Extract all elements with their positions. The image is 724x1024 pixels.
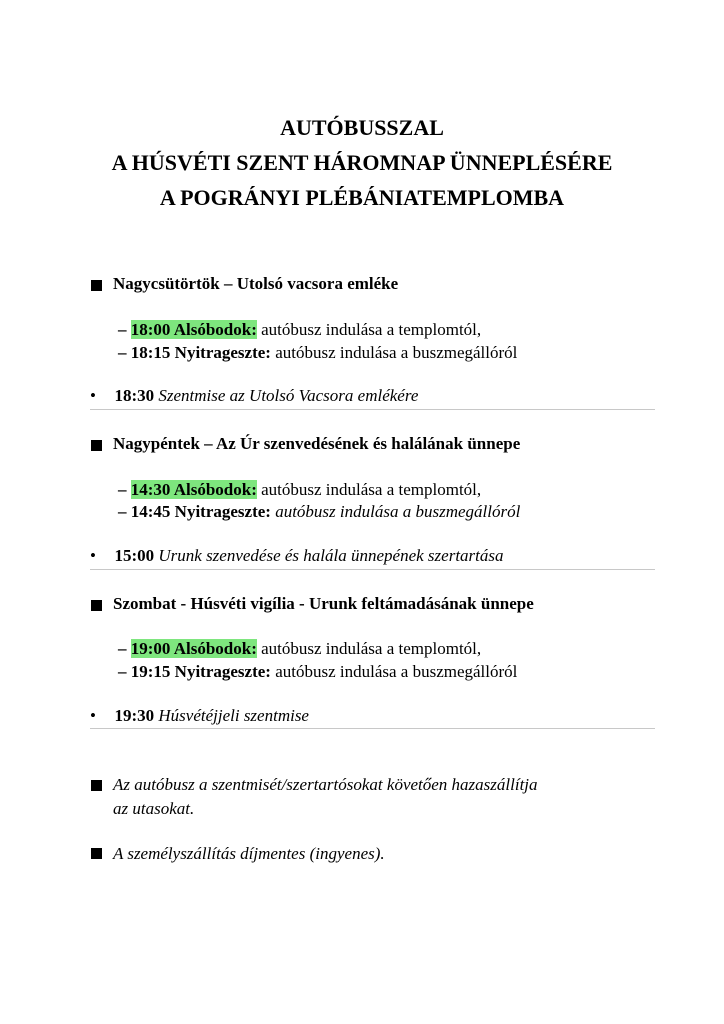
event-time: 15:00 bbox=[114, 546, 155, 565]
departure-text: autóbusz indulása a buszmegállóról bbox=[270, 662, 518, 681]
bullet-icon: • bbox=[90, 546, 96, 565]
bullet-icon: • bbox=[90, 706, 96, 725]
square-bullet-icon bbox=[91, 780, 102, 791]
square-bullet-icon bbox=[91, 440, 102, 451]
title-line-2: A HÚSVÉTI SZENT HÁROMNAP ÜNNEPLÉSÉRE bbox=[111, 150, 613, 175]
departure-time-place: 18:15 Nyitrageszte: bbox=[130, 343, 271, 362]
departure-time-place: 18:00 Alsóbodok: bbox=[130, 320, 257, 339]
note-return-trip bbox=[113, 773, 538, 821]
departure-time-place: 14:45 Nyitrageszte: bbox=[130, 502, 271, 521]
title-line-1: AUTÓBUSSZAL bbox=[280, 115, 444, 140]
dash: – bbox=[118, 639, 131, 658]
event-text: Urunk szenvedése és halála ünnepének szertartása bbox=[154, 546, 504, 565]
section-heading-friday: Nagypéntek – Az Úr szenvedésének és halálának ünnepe bbox=[113, 434, 521, 453]
dash: – bbox=[118, 480, 131, 499]
square-bullet-icon bbox=[91, 600, 102, 611]
divider bbox=[90, 569, 655, 570]
dash: – bbox=[118, 502, 131, 521]
event-row bbox=[90, 546, 504, 566]
departure-time-place: 14:30 Alsóbodok: bbox=[130, 480, 257, 499]
section-heading-saturday: Szombat - Húsvéti vigília - Urunk feltámadásának ünnepe bbox=[113, 594, 534, 613]
departure-text: autóbusz indulása a templomtól, bbox=[256, 320, 482, 339]
title-line-3: A POGRÁNYI PLÉBÁNIATEMPLOMBA bbox=[159, 185, 565, 210]
divider bbox=[90, 409, 655, 410]
departure-row bbox=[118, 320, 481, 340]
section-heading-thursday: Nagycsütörtök – Utolsó vacsora emléke bbox=[113, 274, 399, 293]
note-line: az utasokat. bbox=[113, 799, 195, 818]
event-time: 19:30 bbox=[114, 706, 155, 725]
event-text: Húsvétéjjeli szentmise bbox=[154, 706, 309, 725]
departure-text: autóbusz indulása a templomtól, bbox=[256, 480, 482, 499]
divider bbox=[90, 728, 655, 729]
note-line: Az autóbusz a szentmisét/szertartósokat követően hazaszállítja bbox=[113, 775, 538, 794]
event-row bbox=[90, 706, 309, 726]
dash: – bbox=[118, 343, 131, 362]
departure-text: autóbusz indulása a buszmegállóról bbox=[270, 502, 521, 521]
departure-row bbox=[118, 480, 481, 500]
square-bullet-icon bbox=[91, 848, 102, 859]
departure-row bbox=[118, 639, 481, 659]
document-title bbox=[0, 110, 724, 215]
departure-row bbox=[118, 662, 517, 682]
bullet-icon: • bbox=[90, 386, 96, 405]
departure-text: autóbusz indulása a buszmegállóról bbox=[270, 343, 518, 362]
event-row bbox=[90, 386, 418, 406]
event-time: 18:30 bbox=[114, 386, 155, 405]
departure-text: autóbusz indulása a templomtól, bbox=[256, 639, 482, 658]
departure-time-place: 19:00 Alsóbodok: bbox=[130, 639, 257, 658]
dash: – bbox=[118, 662, 131, 681]
dash: – bbox=[118, 320, 131, 339]
departure-row bbox=[118, 502, 520, 522]
departure-row bbox=[118, 343, 517, 363]
event-text: Szentmise az Utolsó Vacsora emlékére bbox=[154, 386, 419, 405]
square-bullet-icon bbox=[91, 280, 102, 291]
note-free-transport: A személyszállítás díjmentes (ingyenes). bbox=[113, 844, 385, 863]
departure-time-place: 19:15 Nyitrageszte: bbox=[130, 662, 271, 681]
